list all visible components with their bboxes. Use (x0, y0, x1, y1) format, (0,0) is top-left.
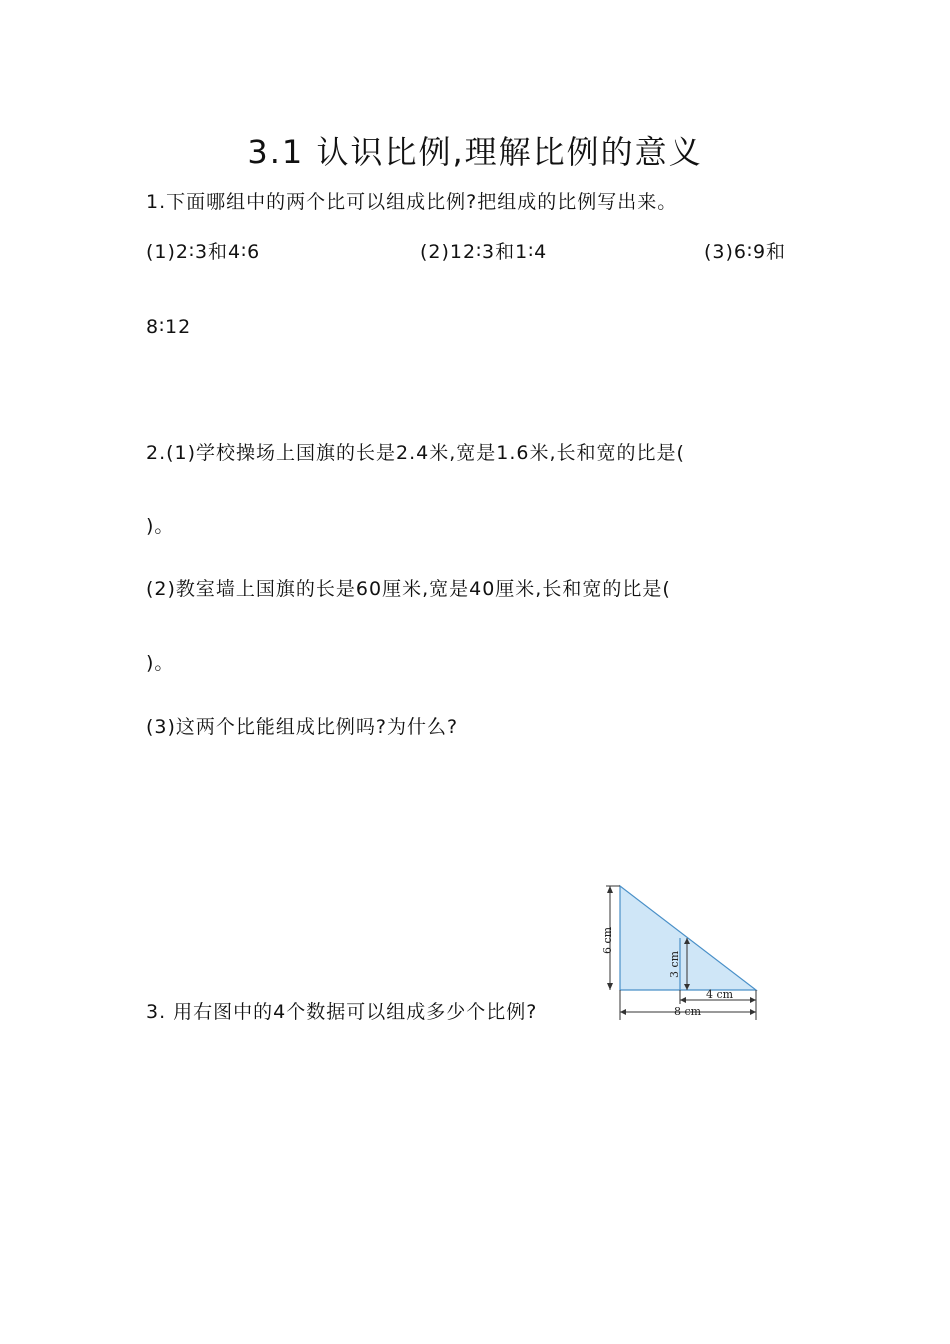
label-8cm: 8 cm (674, 1005, 702, 1018)
label-6cm: 6 cm (601, 926, 614, 954)
label-3cm: 3 cm (668, 950, 681, 978)
page-title: 3.1 认识比例,理解比例的意义 (247, 133, 703, 171)
question-1-item-1: (1)2∶3和4∶6 (146, 241, 261, 263)
dim-6cm-arrow-bottom (607, 983, 613, 990)
question-1-item-3-continued: 8∶12 (146, 316, 192, 338)
question-2-part-2: (2)教室墙上国旗的长是60厘米,宽是40厘米,长和宽的比是( (146, 578, 671, 600)
dim-4cm-arrow-right (750, 997, 756, 1003)
label-4cm: 4 cm (706, 988, 734, 1001)
question-1-prompt: 1.下面哪组中的两个比可以组成比例?把组成的比例写出来。 (146, 191, 678, 213)
question-1-item-3: (3)6∶9和 (704, 241, 787, 263)
question-1-item-2: (2)12∶3和1∶4 (420, 241, 548, 263)
dim-6cm-arrow-top (607, 886, 613, 893)
dim-4cm-arrow-left (680, 997, 686, 1003)
dim-8cm-arrow-left (620, 1009, 626, 1015)
question-2-part-1-answer-close: )。 (146, 515, 175, 537)
question-2-part-2-answer-close: )。 (146, 652, 175, 674)
question-2-part-3: (3)这两个比能组成比例吗?为什么? (146, 716, 459, 738)
large-triangle (620, 886, 756, 990)
question-2-part-1: 2.(1)学校操场上国旗的长是2.4米,宽是1.6米,长和宽的比是( (146, 442, 685, 464)
triangle-figure (596, 880, 766, 1025)
dim-8cm-arrow-right (750, 1009, 756, 1015)
question-3-prompt: 3. 用右图中的4个数据可以组成多少个比例? (146, 1001, 538, 1023)
